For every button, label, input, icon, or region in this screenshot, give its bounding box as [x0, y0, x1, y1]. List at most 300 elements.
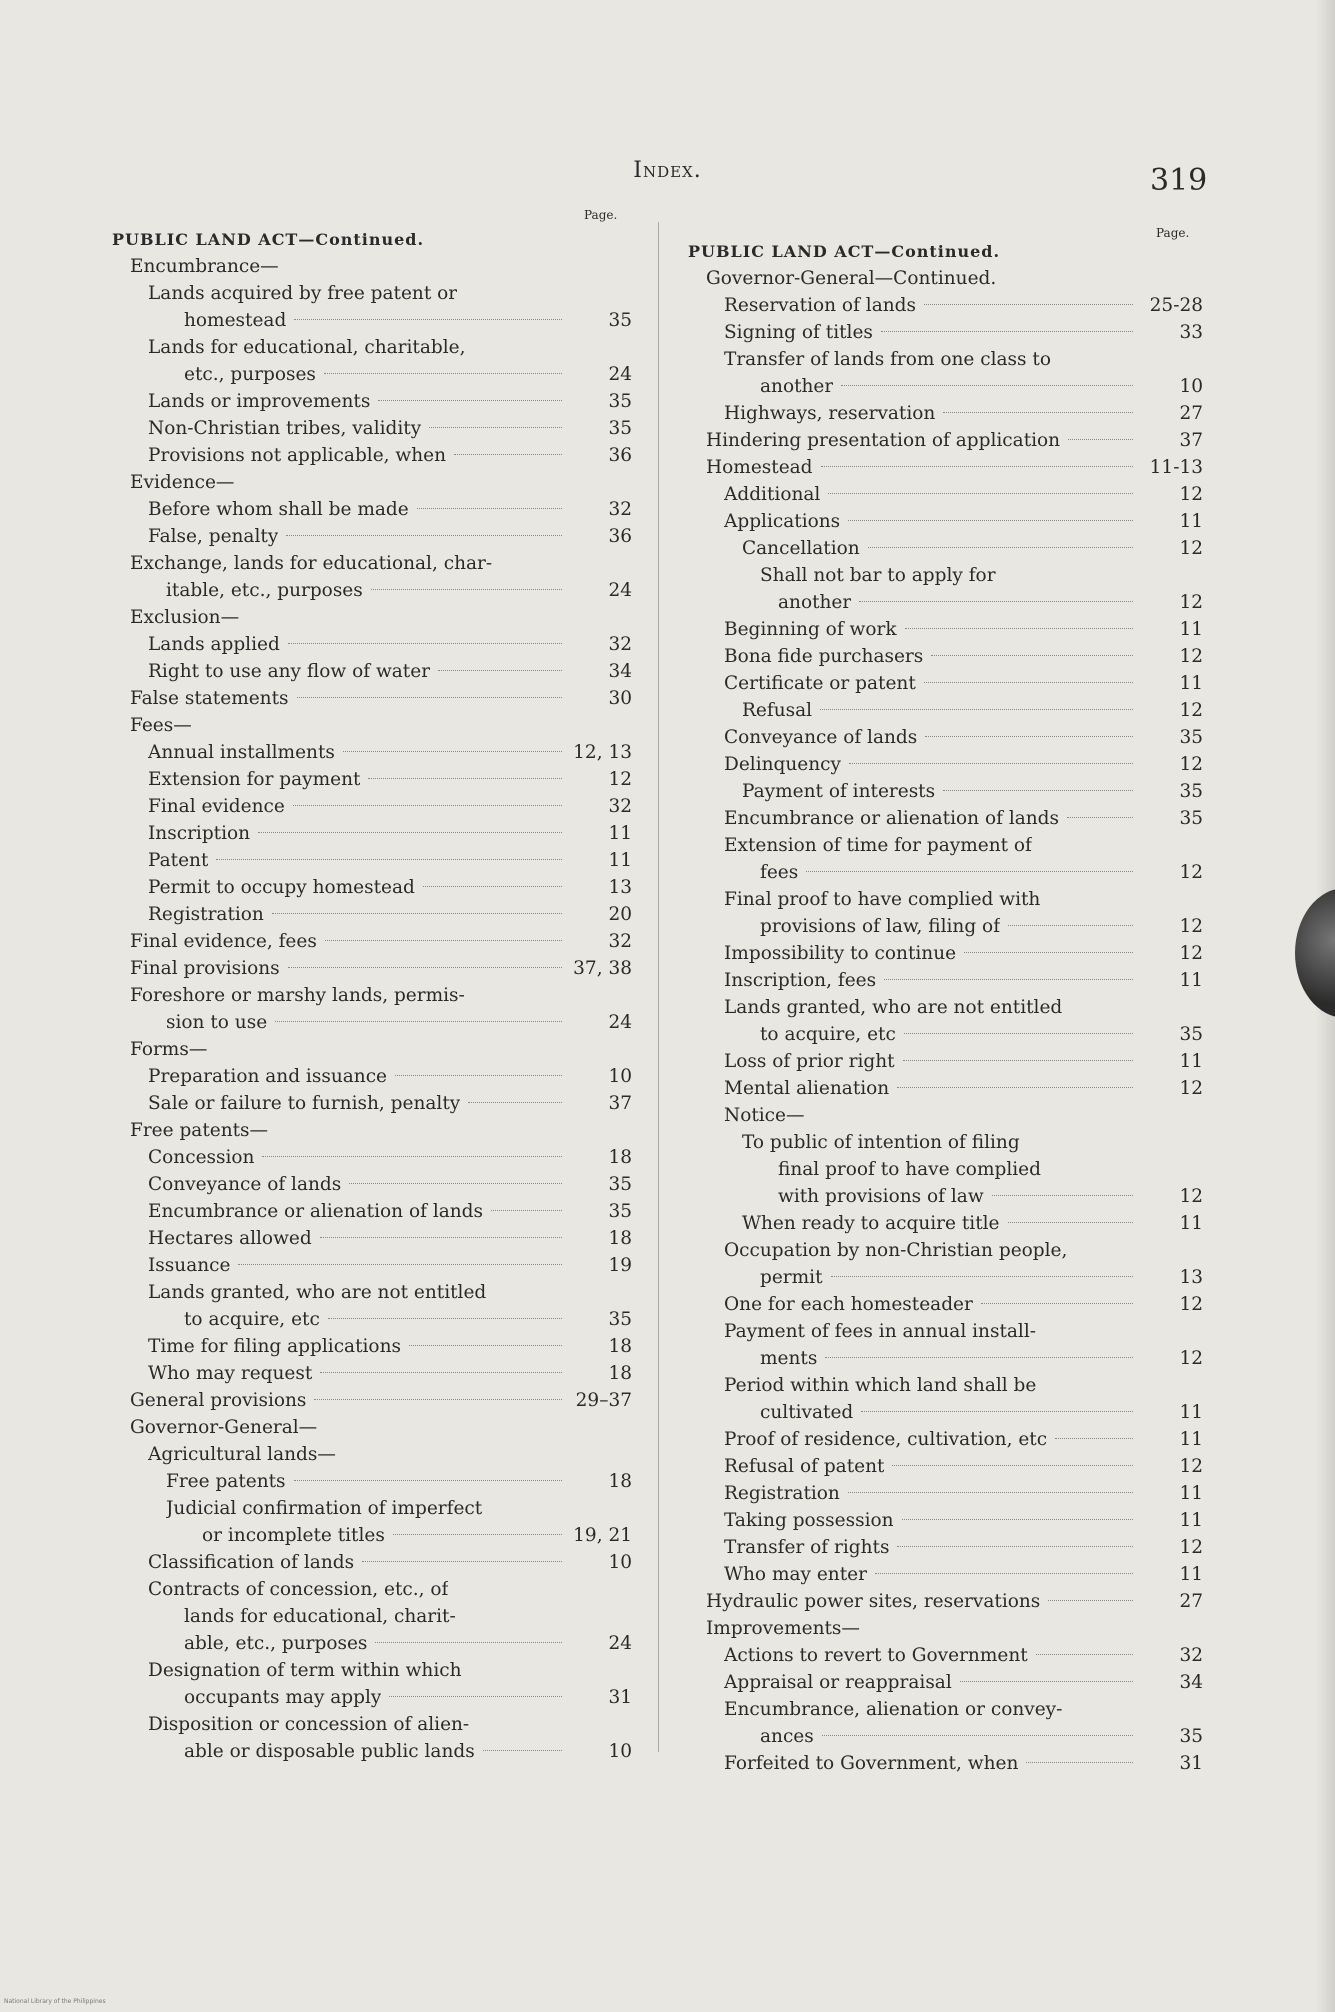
index-entry	[688, 778, 1203, 805]
index-entry	[112, 1306, 632, 1333]
index-entry-page: 37	[1179, 430, 1203, 451]
dot-leader	[320, 1372, 562, 1373]
index-entry-page: 18	[608, 1336, 632, 1357]
index-entry-text: False, penalty	[148, 526, 279, 547]
index-entry	[112, 550, 632, 577]
dot-leader	[468, 1102, 562, 1103]
index-entry	[112, 577, 632, 604]
index-entry-text: Mental alienation	[724, 1078, 890, 1099]
index-entry-text: Permit to occupy homestead	[148, 877, 415, 898]
index-entry-text: One for each homesteader	[724, 1294, 973, 1315]
index-entry	[688, 886, 1203, 913]
index-entry-page: 37	[608, 1093, 632, 1114]
index-entry-text: Lands granted, who are not entitled	[148, 1282, 487, 1303]
index-entry-page: 12	[1179, 592, 1203, 613]
dot-leader	[1068, 439, 1133, 440]
dot-leader	[848, 520, 1133, 521]
index-entry	[112, 1630, 632, 1657]
index-entry	[112, 1738, 632, 1765]
index-entry-page: 27	[1179, 403, 1203, 424]
index-entry	[112, 1495, 632, 1522]
index-entry	[688, 643, 1203, 670]
index-entry-page: 35	[608, 1174, 632, 1195]
dot-leader	[294, 319, 562, 320]
index-entry	[688, 265, 1203, 292]
index-entry	[688, 373, 1203, 400]
index-entry-text: Forms—	[130, 1039, 208, 1060]
page-column-label: Page.	[584, 208, 618, 222]
index-entry	[112, 334, 632, 361]
index-entry	[112, 226, 632, 253]
dot-leader	[841, 385, 1133, 386]
dot-leader	[1036, 1654, 1133, 1655]
index-entry-text: Evidence—	[130, 472, 235, 493]
index-entry	[112, 928, 632, 955]
index-entry-page: 35	[608, 391, 632, 412]
dot-leader	[964, 952, 1133, 953]
index-entry-text: Transfer of lands from one class to	[724, 349, 1051, 370]
index-entry-text: lands for educational, charit-	[184, 1606, 456, 1627]
index-entry-text: Annual installments	[148, 742, 335, 763]
index-entry	[112, 1171, 632, 1198]
running-head: Index.	[633, 158, 702, 183]
index-entry-text: to acquire, etc	[760, 1024, 896, 1045]
index-entry-page: 11	[608, 850, 632, 871]
index-entry-text: Encumbrance—	[130, 256, 279, 277]
dot-leader	[395, 1075, 562, 1076]
index-entry-text: Classification of lands	[148, 1552, 355, 1573]
index-entry-text: False statements	[130, 688, 289, 709]
index-entry	[112, 496, 632, 523]
index-entry-page: 35	[1179, 727, 1203, 748]
index-entry	[688, 535, 1203, 562]
index-entry-page: 32	[608, 796, 632, 817]
index-entry-text: sion to use	[166, 1012, 268, 1033]
index-entry-text: Lands for educational, charitable,	[148, 337, 466, 358]
index-entry	[688, 589, 1203, 616]
index-entry-text: provisions of law, filing of	[760, 916, 1001, 937]
index-entry	[688, 1021, 1203, 1048]
index-entry-page: 10	[608, 1552, 632, 1573]
index-entry-text: Judicial confirmation of imperfect	[166, 1498, 483, 1519]
dot-leader	[320, 1237, 562, 1238]
index-entry-text: Foreshore or marshy lands, permis-	[130, 985, 465, 1006]
index-entry	[112, 901, 632, 928]
dot-leader	[324, 373, 562, 374]
dot-leader	[1008, 925, 1133, 926]
index-entry-page: 12	[1179, 1537, 1203, 1558]
index-entry-text: able or disposable public lands	[184, 1741, 475, 1762]
index-entry	[688, 427, 1203, 454]
index-entry-text: ances	[760, 1726, 814, 1747]
dot-leader	[925, 736, 1133, 737]
index-entry	[112, 1684, 632, 1711]
index-entry-text: Sale or failure to furnish, penalty	[148, 1093, 461, 1114]
index-entry-text: Time for filing applications	[148, 1336, 401, 1357]
index-entry-page: 30	[608, 688, 632, 709]
dot-leader	[293, 805, 562, 806]
dot-leader	[314, 1399, 562, 1400]
dot-leader	[286, 535, 562, 536]
dot-leader	[897, 1087, 1133, 1088]
index-entry	[112, 1279, 632, 1306]
index-entry-text: Patent	[148, 850, 209, 871]
thumb-image	[1295, 888, 1335, 1018]
index-entry	[112, 1063, 632, 1090]
index-entry	[688, 1102, 1203, 1129]
dot-leader	[423, 886, 562, 887]
index-entry	[112, 712, 632, 739]
index-entry	[112, 280, 632, 307]
index-entry-page: 12	[1179, 700, 1203, 721]
index-entry-text: Hindering presentation of application	[706, 430, 1061, 451]
index-entry	[112, 1576, 632, 1603]
index-entry-text: Homestead	[706, 457, 813, 478]
index-entry-text: Shall not bar to apply for	[760, 565, 996, 586]
index-entry-page: 31	[1179, 1753, 1203, 1774]
index-entry-page: 12	[1179, 1186, 1203, 1207]
index-entry	[688, 1534, 1203, 1561]
index-entry-text: Who may enter	[724, 1564, 867, 1585]
index-entry-text: Preparation and issuance	[148, 1066, 388, 1087]
index-entry-page: 11	[1179, 511, 1203, 532]
dot-leader	[859, 601, 1133, 602]
index-entry	[112, 1360, 632, 1387]
index-entry	[112, 1549, 632, 1576]
index-entry-text: another	[760, 376, 834, 397]
index-entry	[112, 1144, 632, 1171]
index-entry-text: Additional	[724, 484, 821, 505]
index-entry	[688, 1183, 1203, 1210]
dot-leader	[868, 547, 1133, 548]
dot-leader	[924, 682, 1133, 683]
index-entry-page: 10	[1179, 376, 1203, 397]
index-entry	[688, 319, 1203, 346]
index-entry-text: Certificate or patent	[724, 673, 916, 694]
index-entry-page: 19	[608, 1255, 632, 1276]
dot-leader	[821, 466, 1133, 467]
dot-leader	[861, 1411, 1133, 1412]
index-entry-text: Refusal of patent	[724, 1456, 885, 1477]
dot-leader	[438, 670, 562, 671]
index-entry-text: etc., purposes	[184, 364, 316, 385]
index-entry	[112, 361, 632, 388]
dot-leader	[960, 1681, 1133, 1682]
index-entry-text: PUBLIC LAND ACT—Continued.	[112, 230, 425, 249]
index-entry	[688, 346, 1203, 373]
index-entry-text: Encumbrance or alienation of lands	[148, 1201, 484, 1222]
dot-leader	[931, 655, 1133, 656]
index-entry	[112, 982, 632, 1009]
index-entry-text: Governor-General—Continued.	[706, 268, 997, 289]
index-entry	[112, 604, 632, 631]
index-entry-text: Transfer of rights	[724, 1537, 890, 1558]
index-entry	[688, 238, 1203, 265]
index-entry-page: 12	[1179, 484, 1203, 505]
index-entry-text: Impossibility to continue	[724, 943, 957, 964]
index-entry	[688, 1237, 1203, 1264]
index-entry-text: Improvements—	[706, 1618, 860, 1639]
dot-leader	[806, 871, 1133, 872]
index-entry-page: 11	[1179, 1402, 1203, 1423]
index-entry-text: Extension of time for payment of	[724, 835, 1032, 856]
dot-leader	[375, 1642, 562, 1643]
index-entry-text: Who may request	[148, 1363, 313, 1384]
index-entry-page: 18	[608, 1363, 632, 1384]
index-entry	[688, 1588, 1203, 1615]
index-entry-text: Non-Christian tribes, validity	[148, 418, 422, 439]
index-entry-text: Lands acquired by free patent or	[148, 283, 458, 304]
index-entry	[112, 739, 632, 766]
dot-leader	[903, 1060, 1133, 1061]
index-entry-text: final proof to have complied	[778, 1159, 1041, 1180]
index-entry-page: 12	[1179, 1294, 1203, 1315]
dot-leader	[288, 643, 562, 644]
index-entry-page: 12	[1179, 538, 1203, 559]
index-entry-page: 11	[1179, 1564, 1203, 1585]
index-entry	[112, 1333, 632, 1360]
index-entry	[688, 562, 1203, 589]
index-entry-text: Bona fide purchasers	[724, 646, 924, 667]
column-divider	[658, 222, 659, 1752]
index-entry-text: Fees—	[130, 715, 192, 736]
dot-leader	[981, 1303, 1133, 1304]
index-entry-text: Hectares allowed	[148, 1228, 312, 1249]
index-entry	[688, 616, 1203, 643]
index-entry-page: 11	[1179, 970, 1203, 991]
index-entry	[112, 1387, 632, 1414]
index-entry	[112, 1711, 632, 1738]
index-entry	[112, 658, 632, 685]
index-entry	[112, 1090, 632, 1117]
index-entry-text: Provisions not applicable, when	[148, 445, 447, 466]
dot-leader	[831, 1276, 1133, 1277]
index-entry-text: PUBLIC LAND ACT—Continued.	[688, 242, 1001, 261]
index-column-left	[112, 208, 632, 1765]
index-entry-text: able, etc., purposes	[184, 1633, 368, 1654]
index-entry-text: Taking possession	[724, 1510, 894, 1531]
index-entry	[688, 1480, 1203, 1507]
index-entry	[688, 292, 1203, 319]
index-entry-text: Conveyance of lands	[724, 727, 918, 748]
index-entry-page: 12	[1179, 916, 1203, 937]
index-entry	[688, 1561, 1203, 1588]
index-entry	[112, 847, 632, 874]
index-entry-text: Occupation by non-Christian people,	[724, 1240, 1068, 1261]
index-entry-page: 35	[1179, 1726, 1203, 1747]
index-entry	[688, 859, 1203, 886]
index-entry	[688, 1507, 1203, 1534]
index-entry	[112, 442, 632, 469]
index-entry-page: 12	[1179, 646, 1203, 667]
index-entry-page: 11	[1179, 1483, 1203, 1504]
dot-leader	[216, 859, 562, 860]
dot-leader	[368, 778, 562, 779]
index-entry	[688, 1291, 1203, 1318]
index-entry	[688, 697, 1203, 724]
index-entry	[112, 874, 632, 901]
index-entry-text: Final evidence, fees	[130, 931, 317, 952]
index-entry	[112, 955, 632, 982]
index-entry-text: another	[778, 592, 852, 613]
index-entry	[688, 1345, 1203, 1372]
dot-leader	[389, 1696, 562, 1697]
index-entry-page: 34	[608, 661, 632, 682]
index-entry	[112, 631, 632, 658]
index-entry-text: or incomplete titles	[202, 1525, 385, 1546]
index-entry-page: 18	[608, 1471, 632, 1492]
index-entry-page: 24	[608, 1012, 632, 1033]
index-entry	[688, 1156, 1203, 1183]
index-entry	[112, 1036, 632, 1063]
dot-leader	[822, 1735, 1133, 1736]
dot-leader	[881, 331, 1133, 332]
index-entry	[688, 1129, 1203, 1156]
dot-leader	[429, 427, 562, 428]
index-entry	[112, 1117, 632, 1144]
index-entry	[112, 1522, 632, 1549]
index-entry	[688, 1696, 1203, 1723]
index-entry-text: Inscription	[148, 823, 251, 844]
index-entry-text: homestead	[184, 310, 287, 331]
index-entry-page: 13	[608, 877, 632, 898]
dot-leader	[828, 493, 1133, 494]
index-entry-page: 11	[1179, 619, 1203, 640]
dot-leader	[943, 412, 1133, 413]
index-entry-page: 32	[608, 499, 632, 520]
index-entry-text: Payment of fees in annual install-	[724, 1321, 1036, 1342]
index-entry-text: Extension for payment	[148, 769, 361, 790]
index-entry-page: 35	[608, 1309, 632, 1330]
index-entry-text: Payment of interests	[742, 781, 936, 802]
index-entry-page: 24	[608, 1633, 632, 1654]
index-entry-text: Beginning of work	[724, 619, 897, 640]
index-entry	[112, 1198, 632, 1225]
index-entry	[112, 1657, 632, 1684]
footer-credit: National Library of the Philippines	[4, 1998, 106, 2005]
dot-leader	[349, 1183, 562, 1184]
index-entry-text: to acquire, etc	[184, 1309, 320, 1330]
index-entry	[688, 400, 1203, 427]
index-entry-text: Registration	[724, 1483, 840, 1504]
index-entry-text: Final provisions	[130, 958, 280, 979]
index-entry	[688, 805, 1203, 832]
index-entry-text: itable, etc., purposes	[166, 580, 363, 601]
index-entry	[112, 1009, 632, 1036]
index-entry-text: Contracts of concession, etc., of	[148, 1579, 449, 1600]
index-entry-page: 12	[1179, 943, 1203, 964]
index-entry-text: When ready to acquire title	[742, 1213, 1000, 1234]
dot-leader	[1026, 1762, 1133, 1763]
index-entry-text: Concession	[148, 1147, 255, 1168]
index-entry	[112, 388, 632, 415]
dot-leader	[328, 1318, 562, 1319]
index-entry-text: Free patents	[166, 1471, 286, 1492]
index-entry-text: Exclusion—	[130, 607, 240, 628]
index-entry-text: Before whom shall be made	[148, 499, 409, 520]
index-entry-text: Applications	[724, 511, 841, 532]
index-entry	[112, 1468, 632, 1495]
index-entry-text: Agricultural lands—	[148, 1444, 336, 1465]
index-entry-page: 12	[1179, 862, 1203, 883]
index-entry-text: Conveyance of lands	[148, 1174, 342, 1195]
dot-leader	[343, 751, 562, 752]
index-entry-text: occupants may apply	[184, 1687, 382, 1708]
index-entry-page: 11	[608, 823, 632, 844]
index-entry-page: 12	[1179, 1078, 1203, 1099]
index-entry-text: Delinquency	[724, 754, 841, 775]
index-entry	[688, 454, 1203, 481]
index-entry-text: Disposition or concession of alien-	[148, 1714, 470, 1735]
dot-leader	[294, 1480, 562, 1481]
index-entry-page: 35	[608, 418, 632, 439]
index-entry	[688, 1723, 1203, 1750]
index-entry-page: 12	[1179, 754, 1203, 775]
dot-leader	[275, 1021, 562, 1022]
index-entry-page: 34	[1179, 1672, 1203, 1693]
index-entry	[688, 994, 1203, 1021]
index-entry	[112, 1252, 632, 1279]
dot-leader	[820, 709, 1133, 710]
index-entry	[688, 1048, 1203, 1075]
index-entry-text: Designation of term within which	[148, 1660, 462, 1681]
index-entry-text: To public of intention of filing	[742, 1132, 1020, 1153]
dot-leader	[483, 1750, 562, 1751]
dot-leader	[825, 1357, 1133, 1358]
index-entry	[112, 820, 632, 847]
index-entry	[688, 1453, 1203, 1480]
index-entry	[112, 307, 632, 334]
index-entry	[688, 751, 1203, 778]
index-entry-text: Registration	[148, 904, 264, 925]
index-entry-text: Forfeited to Government, when	[724, 1753, 1019, 1774]
index-entry-page: 35	[1179, 808, 1203, 829]
index-entry-text: Notice—	[724, 1105, 805, 1126]
index-entry-page: 12	[1179, 1456, 1203, 1477]
index-entry-page: 37, 38	[573, 958, 632, 979]
index-entry-text: Lands granted, who are not entitled	[724, 997, 1063, 1018]
index-entry-text: Right to use any flow of water	[148, 661, 431, 682]
index-entry-text: Cancellation	[742, 538, 860, 559]
index-entry-page: 12	[608, 769, 632, 790]
index-entry-page: 11	[1179, 1429, 1203, 1450]
dot-leader	[238, 1264, 562, 1265]
index-entry-text: Period within which land shall be	[724, 1375, 1037, 1396]
index-entry	[688, 508, 1203, 535]
index-entry-text: Actions to revert to Government	[724, 1645, 1028, 1666]
index-entry	[112, 523, 632, 550]
index-entry	[688, 724, 1203, 751]
dot-leader	[258, 832, 562, 833]
page-number: 319	[1150, 163, 1208, 198]
dot-leader	[992, 1195, 1133, 1196]
index-entry-text: Reservation of lands	[724, 295, 916, 316]
index-entry	[688, 1642, 1203, 1669]
dot-leader	[371, 589, 562, 590]
index-entry-text: cultivated	[760, 1402, 854, 1423]
index-entry-page: 33	[1179, 322, 1203, 343]
index-entry-text: with provisions of law	[778, 1186, 984, 1207]
dot-leader	[297, 697, 562, 698]
index-entry-page: 13	[1179, 1267, 1203, 1288]
index-entry-text: Governor-General—	[130, 1417, 318, 1438]
index-entry-text: Lands applied	[148, 634, 280, 655]
index-entry-text: Appraisal or reappraisal	[724, 1672, 952, 1693]
index-entry-page: 20	[608, 904, 632, 925]
index-entry-text: Refusal	[742, 700, 813, 721]
index-entry	[688, 1264, 1203, 1291]
index-entry-text: Highways, reservation	[724, 403, 936, 424]
